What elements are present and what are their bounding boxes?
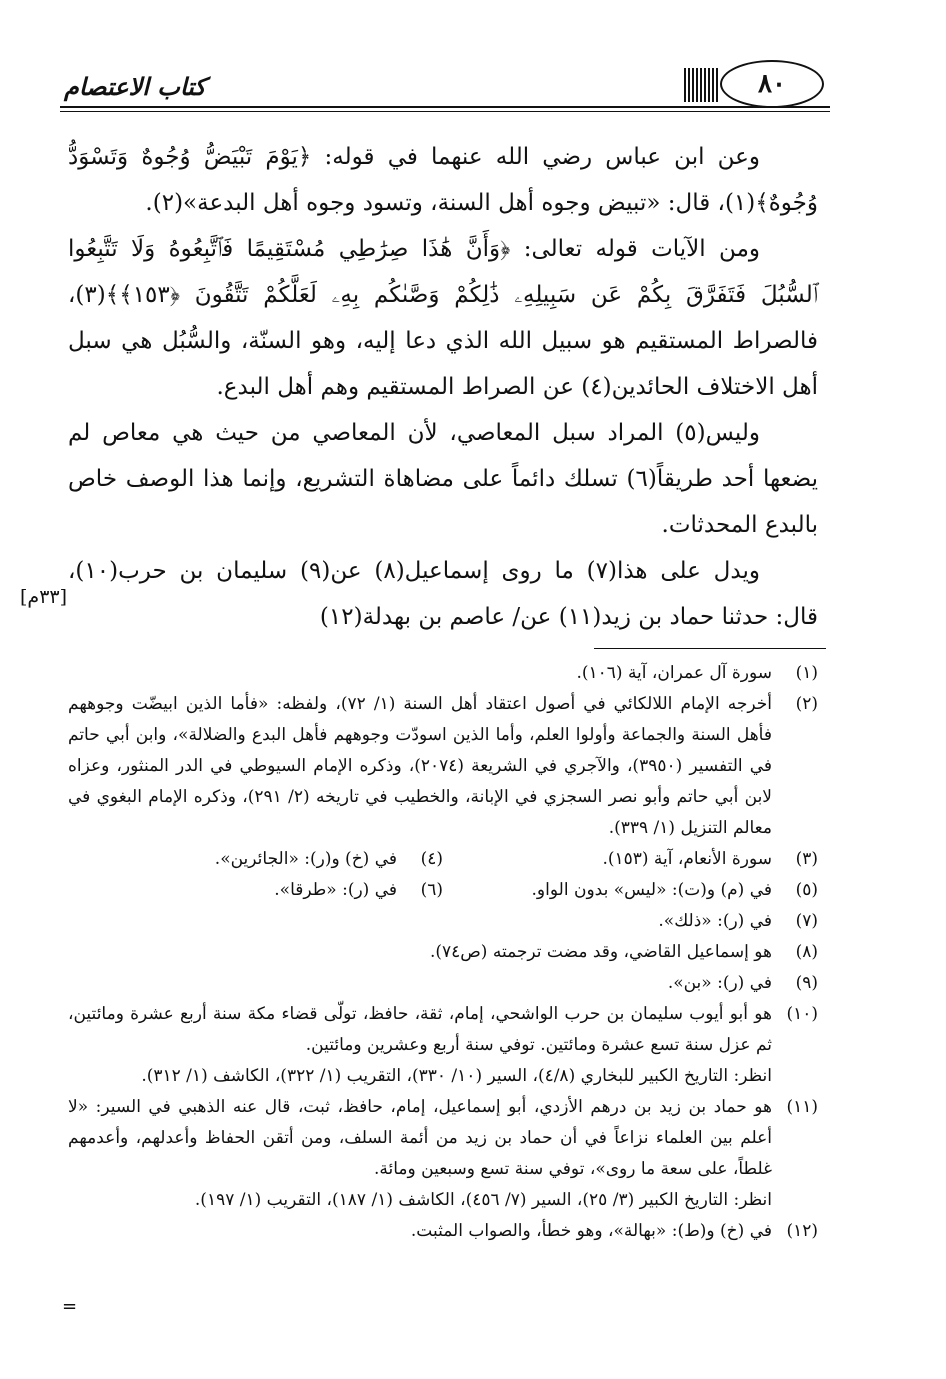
footnote-9 — [68, 968, 818, 999]
header-ornament-icon — [684, 68, 720, 102]
footnote-text: في (ر): «ذلك». — [658, 911, 772, 931]
paragraph-3: وليس(٥) المراد سبل المعاصي، لأن المعاصي من حيث هي معاص لم يضعها أحد طريقاً(٦) تسلك دائماً على مضاهاة التشريع، وإنما هذا الوصف خاص بالبدع المحدثات. — [68, 420, 818, 538]
header-rule — [60, 106, 830, 108]
footnote-number: (١١) — [786, 1097, 818, 1117]
header-rule-thin — [60, 111, 830, 112]
footnote-text: في (م) و(ت): «ليس» بدون الواو. — [531, 880, 772, 900]
footnote-number: (٧) — [795, 911, 818, 931]
footnote-references: انظر: التاريخ الكبير (٣/ ٢٥)، السير (٧/ ٤٥٦)، الكاشف (١/ ١٨٧)، التقريب (١/ ١٩٧). — [194, 1190, 772, 1210]
footnote-text: هو حماد بن زيد بن درهم الأزدي، أبو إسماعيل، إمام، حافظ، ثبت، قال عنه الذهبي في السير: «لا أعلم بين العلماء نزاعاً في أن حماد بن زيد من أئمة السلف، ومن أتقن الحفاظ وأعدلهم، وأعدمهم غلطاً، على سعة ما روى»، توفي سنة تسع وسبعين ومائة. — [68, 1097, 772, 1179]
footnote-text: هو إسماعيل القاضي، وقد مضت ترجمته (ص٧٤). — [429, 942, 772, 962]
footnote-number: (٨) — [795, 942, 818, 962]
footnote-6 — [68, 875, 443, 906]
footnote-1 — [68, 658, 818, 689]
footnote-8 — [68, 937, 818, 968]
footnote-text: في (ر): «طرقا». — [274, 880, 397, 900]
footnote-11 — [68, 1092, 818, 1216]
footnote-2 — [68, 689, 818, 844]
footnote-references: انظر: التاريخ الكبير للبخاري (٤/٨)، السير (١٠/ ٣٣٠)، التقريب (١/ ٣٢٢)، الكاشف (١/ ٣١٢). — [141, 1066, 772, 1086]
footnote-number: (١) — [795, 663, 818, 683]
footnote-text: أخرجه الإمام اللالكائي في أصول اعتقاد أهل السنة (١/ ٧٢)، ولفظه: «فأما الذين ابيضّت وجوههم فأهل السنة والجماعة وأولوا العلم، وأما الذين اسودّت وجوههم فأهل البدع والضلالة»، وابن أبي حاتم في التفسير (٣٩٥٠)، والآجري في الشريعة (٢٠٧٤)، وذكره الإمام السيوطي في الدر المنثور، وعزاه لابن أبي حاتم وأبو نصر السجزي في الإبانة، والخطيب في تاريخه (٢/ ٢٩١)، وذكره الإمام البغوي في معالم التنزيل (١/ ٣٣٩). — [68, 694, 772, 838]
footnote-number: (٣) — [795, 849, 818, 869]
footnote-5 — [443, 875, 818, 906]
main-text — [68, 134, 818, 640]
book-title: كتاب الاعتصام — [64, 72, 206, 101]
footnote-separator — [594, 648, 826, 649]
footnote-number: (٤) — [420, 849, 443, 869]
paragraph-2: ومن الآيات قوله تعالى: ﴿وَأَنَّ هَٰذَا صِرَٰطِي مُسْتَقِيمًا فَٱتَّبِعُوهُ وَلَا تَتَّبِعُوا ٱلسُّبُلَ فَتَفَرَّقَ بِكُمْ عَن سَبِيلِهِۦ ذَٰلِكُمْ وَصَّىٰكُم بِهِۦ لَعَلَّكُمْ تَتَّقُونَ ﴿١٥٣﴾﴾(٣)، فالصراط المستقيم هو سبيل الله الذي دعا إليه، وهو السنّة، والسُّبُل هي سبل أهل الاختلاف الحائدين(٤) عن الصراط المستقيم وهم أهل البدع. — [68, 236, 818, 400]
footnote-row-3-4 — [68, 844, 818, 875]
footnote-number: (١٠) — [786, 1004, 818, 1024]
paragraph-1: وعن ابن عباس رضي الله عنهما في قوله: ﴿يَوْمَ تَبْيَضُّ وُجُوهٌ وَتَسْوَدُّ وُجُوهٌ﴾(١)، قال: «تبيض وجوه أهل السنة، وتسود وجوه أهل البدعة»(٢). — [68, 144, 818, 216]
manuscript-folio-mark: [٣٣م] — [20, 586, 68, 608]
footnote-number: (٩) — [795, 973, 818, 993]
footnote-text: سورة الأنعام، آية (١٥٣). — [602, 849, 772, 869]
footnotes — [68, 658, 818, 1247]
footnote-10 — [68, 999, 818, 1092]
paragraph-4: ويدل على هذا(٧) ما روى إسماعيل(٨) عن(٩) سليمان بن حرب(١٠)، قال: حدثنا حماد بن زيد(١١) عن/ عاصم بن بهدلة(١٢) — [68, 558, 818, 630]
footnote-4 — [68, 844, 443, 875]
footnote-text: سورة آل عمران، آية (١٠٦). — [576, 663, 772, 683]
page-number: ٨٠ — [720, 60, 824, 108]
footnote-number: (٢) — [795, 694, 818, 714]
footnote-number: (٥) — [795, 880, 818, 900]
continuation-mark: = — [62, 1296, 78, 1317]
footnote-number: (١٢) — [786, 1221, 818, 1241]
footnote-text: هو أبو أيوب سليمان بن حرب الواشحي، إمام، ثقة، حافظ، تولّى قضاء مكة سنة أربع عشرة ومائتين، ثم عزل سنة تسع عشرة ومائتين. توفي سنة أربع وعشرين ومائتين. — [68, 1004, 772, 1055]
footnote-text: في (خ) و(ر): «الجائرين». — [214, 849, 397, 869]
footnote-12 — [68, 1216, 818, 1247]
footnote-7 — [68, 906, 818, 937]
footnote-row-5-6 — [68, 875, 818, 906]
footnote-text: في (خ) و(ط): «بهالة»، وهو خطأ، والصواب المثبت. — [410, 1221, 772, 1241]
footnote-3 — [443, 844, 818, 875]
footnote-number: (٦) — [420, 880, 443, 900]
page-header — [60, 58, 830, 114]
footnote-text: في (ر): «بن». — [667, 973, 772, 993]
